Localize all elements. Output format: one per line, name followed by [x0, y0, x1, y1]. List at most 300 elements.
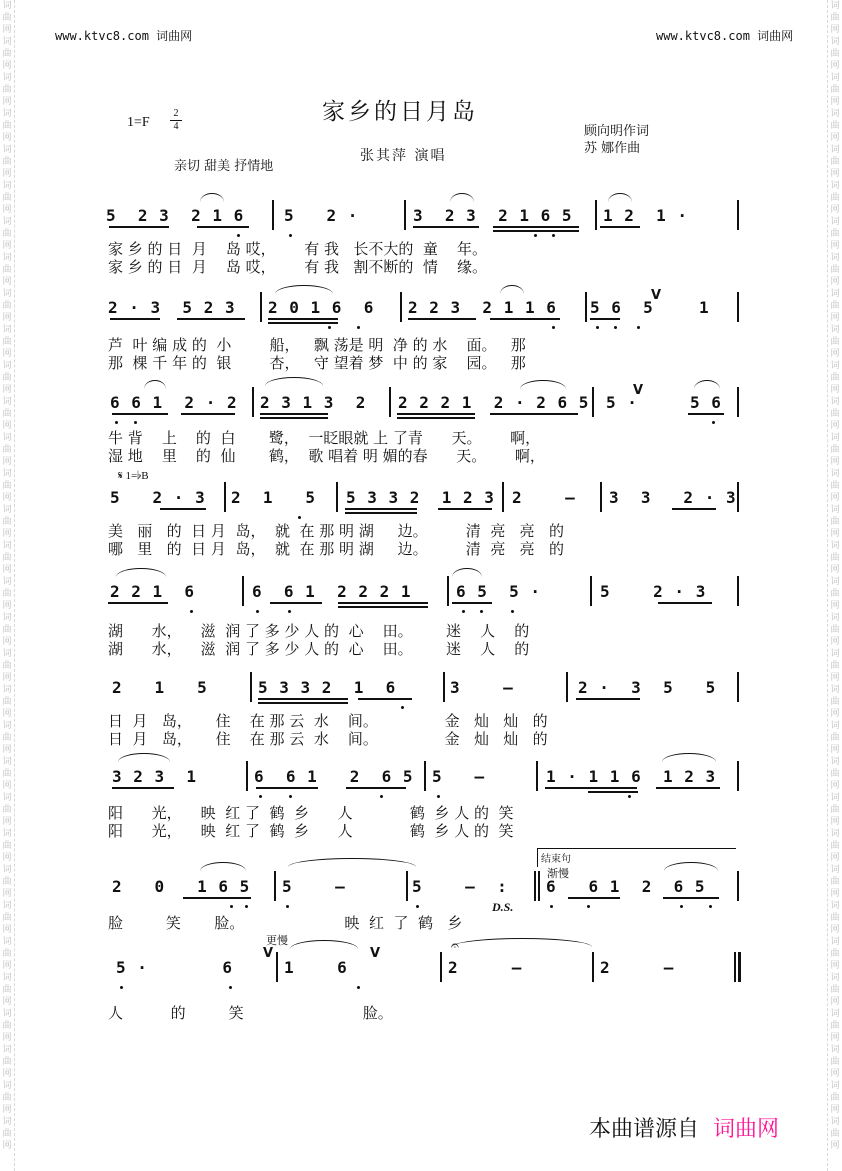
- double-underline: [493, 230, 579, 232]
- low-octave-dot: [237, 234, 240, 237]
- slur: [694, 380, 720, 389]
- watermark-char: 网: [830, 673, 840, 683]
- measure: 6 6 1 2 6 5: [254, 767, 414, 786]
- measure: 2 –: [448, 958, 523, 977]
- measure: 6 5 5 ·: [456, 582, 542, 601]
- watermark-char: 曲: [830, 517, 840, 527]
- watermark-char: 词: [2, 721, 12, 731]
- watermark-char: 网: [2, 277, 12, 287]
- watermark-char: 词: [830, 1, 840, 11]
- watermark-char: 网: [2, 1141, 12, 1151]
- watermark-char: 曲: [2, 445, 12, 455]
- tie: [288, 858, 416, 867]
- measure: 5 ·: [606, 393, 638, 412]
- watermark-char: 曲: [830, 1021, 840, 1031]
- low-octave-dot: [289, 795, 292, 798]
- watermark-char: 网: [830, 457, 840, 467]
- underline: [672, 508, 716, 510]
- bar-line: [737, 761, 739, 791]
- measure: 3 2 3 1: [112, 767, 198, 786]
- slur: [500, 285, 524, 294]
- watermark-char: 词: [2, 361, 12, 371]
- bar-line: [592, 952, 594, 982]
- measure: 2 1 5: [112, 678, 208, 697]
- watermark-char: 网: [830, 25, 840, 35]
- watermark-char: 词: [830, 829, 840, 839]
- tie: [452, 938, 592, 947]
- watermark-char: 曲: [830, 841, 840, 851]
- watermark-char: 词: [830, 721, 840, 731]
- lyrics-verse-1: 湖 水， 滋 润 了 多 少 人 的 心 田。 迷 人 的: [108, 622, 530, 640]
- low-octave-dot: [115, 421, 118, 424]
- watermark-char: 网: [830, 169, 840, 179]
- performer: 张其萍 演唱: [360, 148, 447, 164]
- watermark-char: 曲: [830, 733, 840, 743]
- watermark-char: 曲: [2, 985, 12, 995]
- watermark-char: 词: [2, 793, 12, 803]
- watermark-char: 网: [830, 421, 840, 431]
- underline: [110, 318, 160, 320]
- watermark-char: 曲: [830, 1093, 840, 1103]
- watermark-char: 曲: [2, 265, 12, 275]
- meter-bottom: 4: [173, 121, 179, 132]
- dal-segno: D.S.: [492, 900, 514, 914]
- measure: 3 –: [450, 678, 514, 697]
- low-octave-dot: [614, 326, 617, 329]
- bar-line: [592, 387, 594, 417]
- lyrics-verse-2: 湖 水， 滋 润 了 多 少 人 的 心 田。 迷 人 的: [108, 640, 530, 658]
- watermark-char: 曲: [2, 409, 12, 419]
- watermark-char: 网: [830, 97, 840, 107]
- underline: [160, 508, 206, 510]
- underline: [408, 318, 476, 320]
- watermark-char: 词: [830, 901, 840, 911]
- watermark-char: 曲: [830, 697, 840, 707]
- watermark-char: 网: [830, 241, 840, 251]
- bar-line: [566, 672, 568, 702]
- measure: 6 6 1 2 6 5: [546, 877, 706, 896]
- double-underline: [268, 322, 338, 324]
- bar-line: [737, 200, 739, 230]
- watermark-char: 词: [2, 1081, 12, 1091]
- watermark-char: 网: [830, 1069, 840, 1079]
- repeat-bar: [538, 871, 540, 901]
- bar-line: [737, 292, 739, 322]
- watermark-char: 词: [830, 217, 840, 227]
- final-bar-thin: [734, 952, 736, 982]
- watermark-char: 曲: [2, 193, 12, 203]
- bar-line: [404, 200, 406, 230]
- watermark-char: 网: [2, 745, 12, 755]
- watermark-char: 网: [830, 61, 840, 71]
- measure: 2 · 3 5 2 3: [108, 298, 236, 317]
- low-octave-dot: [229, 986, 232, 989]
- watermark-char: 网: [2, 961, 12, 971]
- watermark-char: 曲: [830, 805, 840, 815]
- measure: 6 6 1 2 2 2 1: [252, 582, 412, 601]
- watermark-char: 曲: [830, 373, 840, 383]
- key-signature: 1=F: [127, 115, 150, 130]
- watermark-char: 曲: [2, 805, 12, 815]
- watermark-char: 曲: [2, 949, 12, 959]
- bar-line: [272, 200, 274, 230]
- low-octave-dot: [480, 610, 483, 613]
- low-octave-dot: [357, 326, 360, 329]
- watermark-char: 词: [830, 865, 840, 875]
- lyrics-verse-2: 阳 光， 映 红 了 鹤 乡 人 鹤 乡 人 的 笑: [108, 822, 514, 840]
- watermark-char: 词: [2, 1009, 12, 1019]
- underline: [346, 787, 406, 789]
- watermark-char: 网: [830, 961, 840, 971]
- expression-mark: 亲切 甜美 抒情地: [174, 159, 274, 174]
- watermark-char: 词: [2, 685, 12, 695]
- measure: 3 2 3 2 1 6 5: [413, 206, 573, 225]
- underline: [256, 787, 318, 789]
- measure: 2 2 2 1 2 · 2 6 5: [398, 393, 590, 412]
- low-octave-dot: [120, 986, 123, 989]
- bar-line: [737, 672, 739, 702]
- watermark-char: 网: [830, 349, 840, 359]
- watermark-char: 词: [830, 1081, 840, 1091]
- watermark-char: 网: [830, 565, 840, 575]
- watermark-char: 曲: [830, 229, 840, 239]
- bar-line: [737, 387, 739, 417]
- site-name: 词曲网: [757, 29, 794, 43]
- watermark-char: 曲: [830, 661, 840, 671]
- watermark-char: 曲: [830, 157, 840, 167]
- bar-line: [737, 576, 739, 606]
- measure: 2 –: [512, 488, 576, 507]
- final-bar-thick: [738, 952, 741, 982]
- watermark-char: 曲: [830, 49, 840, 59]
- time-signature: [170, 108, 182, 133]
- low-octave-dot: [230, 905, 233, 908]
- watermark-char: 词: [2, 613, 12, 623]
- bar-line: [400, 292, 402, 322]
- bar-line: [246, 761, 248, 791]
- bar-line: [600, 482, 602, 512]
- watermark-char: 网: [2, 565, 12, 575]
- watermark-char: 网: [2, 673, 12, 683]
- watermark-char: 网: [2, 457, 12, 467]
- underline: [177, 318, 245, 320]
- composer: 苏 娜作曲: [584, 141, 641, 156]
- watermark-char: 词: [2, 865, 12, 875]
- watermark-char: 网: [2, 637, 12, 647]
- song-title: 家乡的日月岛: [322, 99, 478, 125]
- measure: 5 2 ·: [284, 206, 359, 225]
- bar-line: [440, 952, 442, 982]
- underline: [112, 787, 174, 789]
- low-octave-dot: [289, 234, 292, 237]
- watermark-char: 词: [2, 937, 12, 947]
- slur: [265, 377, 323, 386]
- watermark-char: 网: [2, 97, 12, 107]
- lyrics-verse-1: 美 丽 的 日 月 岛， 就 在 那 明 湖 边。 清 亮 亮 的: [108, 522, 564, 540]
- bar-line: [250, 672, 252, 702]
- measure: 5 2 · 3: [110, 488, 206, 507]
- watermark-char: 网: [2, 349, 12, 359]
- watermark-char: 词: [2, 73, 12, 83]
- watermark-char: 网: [2, 853, 12, 863]
- underline: [181, 413, 235, 415]
- measure: 2 · 3 5 5: [578, 678, 717, 697]
- watermark-char: 网: [2, 529, 12, 539]
- watermark-char: 词: [830, 253, 840, 263]
- measure: 2 2 3 2 1 1 6: [408, 298, 557, 317]
- underline: [338, 602, 428, 604]
- measure: 1 6: [284, 958, 348, 977]
- watermark-char: 曲: [2, 13, 12, 23]
- watermark-char: 词: [830, 757, 840, 767]
- slur: [200, 193, 224, 202]
- low-octave-dot: [552, 234, 555, 237]
- watermark-char: 网: [2, 925, 12, 935]
- underline: [183, 897, 251, 899]
- slur: [662, 753, 716, 762]
- underline: [568, 897, 620, 899]
- watermark-char: 网: [2, 493, 12, 503]
- underline: [490, 318, 560, 320]
- measure: 5 2 · 3: [600, 582, 707, 601]
- watermark-char: 曲: [2, 1021, 12, 1031]
- low-octave-dot: [680, 905, 683, 908]
- watermark-char: 词: [2, 433, 12, 443]
- watermark-char: 曲: [830, 589, 840, 599]
- watermark-char: 词: [2, 901, 12, 911]
- watermark-char: 曲: [2, 373, 12, 383]
- bar-line: [224, 482, 226, 512]
- site-url-right: [656, 27, 793, 44]
- watermark-char: 曲: [2, 877, 12, 887]
- slur: [200, 862, 246, 871]
- bar-line: [585, 292, 587, 322]
- watermark-char: 词: [830, 109, 840, 119]
- watermark-char: 词: [830, 649, 840, 659]
- bar-line: [389, 387, 391, 417]
- watermark-char: 词: [830, 793, 840, 803]
- watermark-char: 网: [830, 133, 840, 143]
- breath-mark: V: [651, 288, 662, 303]
- watermark-char: 网: [2, 1069, 12, 1079]
- watermark-char: 词: [2, 181, 12, 191]
- watermark-char: 曲: [830, 481, 840, 491]
- low-octave-dot: [357, 986, 360, 989]
- watermark-char: 曲: [2, 1129, 12, 1139]
- watermark-char: 曲: [830, 265, 840, 275]
- watermark-char: 网: [2, 25, 12, 35]
- underline: [260, 413, 328, 415]
- slur: [290, 940, 358, 949]
- watermark-char: 网: [830, 529, 840, 539]
- left-watermark-strip: [0, 0, 15, 1171]
- underline: [600, 226, 640, 228]
- double-underline: [588, 791, 638, 793]
- lyrics-verse-2: 日 月 岛， 住 在 那 云 水 间。 金 灿 灿 的: [108, 730, 548, 748]
- underline: [452, 602, 492, 604]
- watermark-char: 词: [2, 325, 12, 335]
- low-octave-dot: [552, 326, 555, 329]
- bar-line: [242, 576, 244, 606]
- low-octave-dot: [550, 905, 553, 908]
- underline: [197, 226, 249, 228]
- underline: [270, 602, 322, 604]
- measure: 1 · 1 1 6 1 2 3: [546, 767, 717, 786]
- watermark-char: 词: [2, 253, 12, 263]
- site-url-left: [55, 27, 192, 44]
- watermark-char: 网: [830, 637, 840, 647]
- measure: 5 –: [432, 767, 486, 786]
- measure: 3 3 2 · 3: [609, 488, 737, 507]
- watermark-char: 词: [830, 37, 840, 47]
- slur: [144, 380, 166, 389]
- watermark-char: 网: [2, 601, 12, 611]
- bar-line: [590, 576, 592, 606]
- watermark-char: 曲: [830, 1057, 840, 1067]
- source-brand-link[interactable]: 词曲网: [713, 1117, 780, 1142]
- watermark-char: 词: [830, 145, 840, 155]
- watermark-char: 词: [830, 433, 840, 443]
- watermark-char: 词: [2, 217, 12, 227]
- watermark-char: 网: [830, 817, 840, 827]
- lyricist: 顾向明作词: [584, 124, 650, 139]
- measure: 2 0 1 6 6: [268, 298, 375, 317]
- watermark-char: 曲: [830, 121, 840, 131]
- watermark-char: 网: [830, 601, 840, 611]
- lyrics-verse-1: 家 乡 的 日 月 岛 哎， 有 我 长不大的 童 年。: [108, 240, 487, 258]
- underline: [268, 318, 338, 320]
- watermark-char: 曲: [830, 913, 840, 923]
- watermark-char: 词: [830, 397, 840, 407]
- measure: 5 6 5: [590, 298, 654, 317]
- low-octave-dot: [709, 905, 712, 908]
- watermark-char: 词: [2, 397, 12, 407]
- bar-line: [536, 761, 538, 791]
- double-underline: [260, 417, 328, 419]
- watermark-char: 词: [2, 37, 12, 47]
- watermark-char: 曲: [2, 913, 12, 923]
- watermark-char: 词: [830, 577, 840, 587]
- bar-line: [406, 871, 408, 901]
- double-underline: [345, 512, 417, 514]
- watermark-char: 曲: [830, 553, 840, 563]
- watermark-char: 曲: [2, 337, 12, 347]
- watermark-char: 词: [830, 181, 840, 191]
- watermark-char: 曲: [830, 193, 840, 203]
- slur: [452, 568, 482, 577]
- low-octave-dot: [534, 234, 537, 237]
- watermark-char: 网: [830, 853, 840, 863]
- watermark-char: 词: [830, 685, 840, 695]
- watermark-char: 词: [830, 361, 840, 371]
- measure: 2 2 1 6: [110, 582, 196, 601]
- underline: [397, 413, 475, 415]
- watermark-char: 曲: [830, 445, 840, 455]
- meter-top: 2: [170, 108, 182, 121]
- underline: [590, 318, 620, 320]
- watermark-char: 词: [830, 289, 840, 299]
- slur: [520, 380, 566, 389]
- watermark-char: 网: [830, 1033, 840, 1043]
- watermark-char: 词: [2, 1045, 12, 1055]
- watermark-char: 网: [830, 385, 840, 395]
- breath-mark: V: [633, 383, 644, 398]
- watermark-char: 网: [2, 1105, 12, 1115]
- underline: [688, 413, 724, 415]
- watermark-char: 词: [830, 325, 840, 335]
- watermark-char: 网: [830, 709, 840, 719]
- watermark-char: 网: [2, 313, 12, 323]
- watermark-char: 网: [830, 889, 840, 899]
- low-octave-dot: [596, 326, 599, 329]
- watermark-char: 曲: [830, 409, 840, 419]
- watermark-char: 词: [830, 73, 840, 83]
- low-octave-dot: [401, 706, 404, 709]
- watermark-char: 词: [2, 145, 12, 155]
- underline: [345, 508, 417, 510]
- watermark-char: 曲: [2, 85, 12, 95]
- watermark-char: 词: [2, 505, 12, 515]
- measure: 2 0 1 6 5: [112, 877, 251, 896]
- repeat-bar: [534, 871, 536, 901]
- credits: [584, 123, 649, 157]
- underline: [576, 698, 640, 700]
- watermark-char: 曲: [830, 301, 840, 311]
- measure: 5 6: [690, 393, 722, 412]
- measure: 6 6 1 2 · 2: [110, 393, 238, 412]
- low-octave-dot: [328, 326, 331, 329]
- low-octave-dot: [712, 421, 715, 424]
- fermata-icon: 𝄐: [451, 938, 459, 954]
- watermark-char: 曲: [830, 625, 840, 635]
- watermark-char: 网: [2, 241, 12, 251]
- bar-line: [276, 952, 278, 982]
- watermark-char: 曲: [830, 769, 840, 779]
- watermark-char: 词: [830, 1117, 840, 1127]
- measure: 1 2 1 ·: [603, 206, 689, 225]
- measure: 1: [699, 298, 710, 317]
- bar-line: [274, 871, 276, 901]
- lyrics-verse-2: 湿 地 里 的 仙 鹤， 歌 唱着 明 媚的春 天。 啊，: [108, 447, 545, 465]
- watermark-char: 网: [830, 1141, 840, 1151]
- site-name: 词曲网: [156, 29, 193, 43]
- underline: [438, 508, 492, 510]
- measure: 5 · 6: [116, 958, 233, 977]
- watermark-char: 曲: [2, 625, 12, 635]
- lyrics-verse-1: 日 月 岛， 住 在 那 云 水 间。 金 灿 灿 的: [108, 712, 548, 730]
- watermark-char: 网: [2, 61, 12, 71]
- watermark-char: 网: [2, 889, 12, 899]
- underline: [493, 226, 579, 228]
- watermark-char: 网: [830, 997, 840, 1007]
- breath-mark: V: [370, 946, 381, 961]
- watermark-char: 曲: [830, 337, 840, 347]
- right-watermark-strip: [827, 0, 842, 1171]
- watermark-char: 网: [2, 421, 12, 431]
- watermark-char: 曲: [830, 13, 840, 23]
- watermark-char: 曲: [2, 301, 12, 311]
- watermark-char: 曲: [2, 1057, 12, 1067]
- underline: [490, 413, 578, 415]
- bar-line: [737, 482, 739, 512]
- watermark-char: 网: [830, 925, 840, 935]
- lyrics-verse-1: 牛 背 上 的 白 鹭， 一眨眼就 上 了青 天。 啊，: [108, 429, 541, 447]
- bar-line: [447, 576, 449, 606]
- bar-line: [595, 200, 597, 230]
- lyrics-line: 人 的 笑 脸。: [108, 1004, 393, 1022]
- lyrics-verse-2: 那 棵 千 年 的 银 杏， 守 望着 梦 中 的 家 园。 那: [108, 354, 526, 372]
- measure: 5 – :: [412, 877, 508, 896]
